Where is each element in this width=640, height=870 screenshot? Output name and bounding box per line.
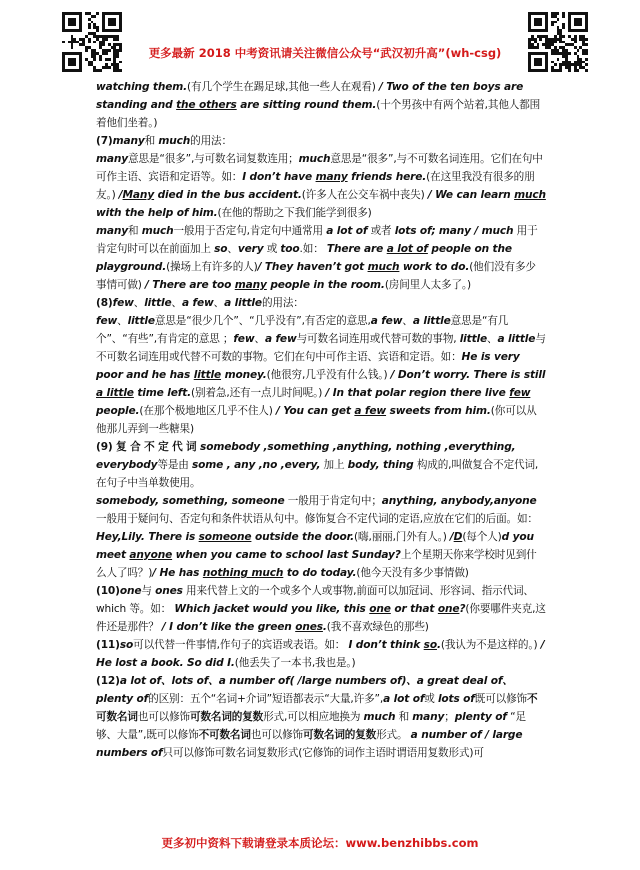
text-run: many xyxy=(96,225,129,237)
text-run: 加上 xyxy=(320,459,348,471)
text-run: little xyxy=(193,369,222,381)
text-run: one xyxy=(119,585,142,597)
text-run: (7) xyxy=(96,135,113,147)
text-run: Hey,Lily. There is xyxy=(96,531,199,543)
text-run: 、 xyxy=(171,297,182,309)
text-run: (8) xyxy=(96,297,113,309)
text-run: (在这里我没有很多的朋友。) xyxy=(96,171,535,201)
text-run: 与 xyxy=(141,585,156,597)
text-run: much xyxy=(298,153,331,165)
text-run: 也可以修饰 xyxy=(137,711,190,723)
text-run: to do today. xyxy=(283,567,357,579)
text-run: a lot of xyxy=(326,225,368,237)
text-run: a few xyxy=(181,297,214,309)
text-run: (在那个极地地区几乎不住人) xyxy=(139,405,276,417)
text-run: (10) xyxy=(96,585,120,597)
text-run: many xyxy=(315,171,348,183)
text-run: ones xyxy=(295,621,323,633)
text-run: a few xyxy=(264,333,297,345)
text-run: much xyxy=(363,711,396,723)
text-run: I don’t think xyxy=(348,639,424,651)
text-run: 和 xyxy=(144,135,159,147)
paragraph-a-lot-of xyxy=(96,672,546,762)
qr-code-right xyxy=(528,12,588,72)
text-run: 、 xyxy=(133,297,145,309)
text-run: somebody, something, someone xyxy=(96,495,285,507)
text-run: d you meet xyxy=(96,531,534,561)
text-run: (9) 复 合 不 定 代 词 xyxy=(96,441,201,453)
text-run: very xyxy=(237,243,264,255)
text-run: (操场上有许多的人) xyxy=(166,261,258,273)
text-run: There are xyxy=(326,243,387,255)
text-run: (房间里人太多了。) xyxy=(384,279,472,291)
text-run: (你要哪件夹克,这件还是那件？ xyxy=(96,603,546,633)
text-run: 的用法： xyxy=(190,135,232,147)
text-run: / I don’t like the green xyxy=(161,621,296,633)
section-heading-few-little xyxy=(96,294,546,312)
text-run: ； xyxy=(444,711,455,723)
text-run: 或者 xyxy=(367,225,395,237)
text-run: a lot of xyxy=(383,693,425,705)
paragraph-so xyxy=(96,636,546,672)
paragraph-many-much-usage xyxy=(96,222,546,294)
text-run: (他丢失了一本书,我也是。) xyxy=(234,657,356,669)
text-run: few xyxy=(509,387,531,399)
text-run: (嗨,丽丽,门外有人。) xyxy=(354,531,450,543)
text-run: 不可数名词 xyxy=(198,729,251,741)
text-run: died in the bus accident. xyxy=(154,189,302,201)
text-run: (我不喜欢绿色的那些) xyxy=(326,621,429,633)
text-run: 的区别：五个“名词+介词”短语都表示“大量,许多”, xyxy=(148,693,384,705)
text-run: a number of / large numbers of xyxy=(96,729,523,759)
text-run: 可数名词的复数 xyxy=(303,729,377,741)
text-run: many / much xyxy=(438,225,514,237)
text-run: 与可数名词连用或代替可数的事物, xyxy=(296,333,460,345)
text-run: 与不可数名词连用或代替不可数的事物。它们在句中可作主语、宾语和定语。如： xyxy=(96,333,546,363)
section-heading-compound-pronouns xyxy=(96,438,546,492)
text-run: (他很穷,几乎没有什么钱。) xyxy=(266,369,391,381)
text-run: (十个男孩中有两个站着,其他人都围着他们坐着。) xyxy=(96,99,541,129)
text-run: (有几个学生在踢足球,其他一些人在观看) xyxy=(187,81,379,93)
text-run: 可以代替一件事情,作句子的宾语或表语。如： xyxy=(133,639,349,651)
text-run: (许多人在公交车祸中丧失) xyxy=(301,189,428,201)
text-run: He is very poor and he has xyxy=(96,351,520,381)
text-run: with the help of him. xyxy=(96,207,218,219)
text-run: people on the playground. xyxy=(96,243,512,273)
text-run: I don’t have xyxy=(242,171,316,183)
text-run: 、 xyxy=(487,333,498,345)
text-run: many xyxy=(96,153,129,165)
text-run: 、 xyxy=(254,333,265,345)
text-run: little xyxy=(127,315,155,327)
text-run: (我认为不是这样的。) xyxy=(440,639,541,651)
text-run: .如： xyxy=(299,243,327,255)
qr-code-left xyxy=(62,12,122,72)
text-run: some , any ,no ,every, xyxy=(191,459,321,471)
text-run: 一般用于肯定句中； xyxy=(284,495,382,507)
text-run: lots of; xyxy=(394,225,436,237)
text-run: (12) xyxy=(96,675,120,687)
text-run: / xyxy=(118,189,123,201)
text-run: little xyxy=(144,297,172,309)
text-run: when you came to school last Sunday? xyxy=(172,549,401,561)
paragraph-others-example xyxy=(96,78,546,132)
text-run: (每个人) xyxy=(462,531,502,543)
text-run: (他们没有多少事情可做) xyxy=(96,261,536,291)
text-run: many xyxy=(412,711,445,723)
text-run: 一般用于否定句,肯定句中通常用 xyxy=(173,225,327,237)
text-run: much xyxy=(141,225,174,237)
footer-banner: 更多初中资料下载请登录本质论坛：www.benzhibbs.com xyxy=(161,836,479,850)
text-run: 形式,可以相应地换为 xyxy=(263,711,364,723)
text-run: someone xyxy=(198,531,252,543)
text-run: many xyxy=(234,279,267,291)
text-run: the others xyxy=(176,99,237,111)
text-run: a little xyxy=(224,297,262,309)
text-run: nothing much xyxy=(202,567,284,579)
text-run: “足够、大量”,既可以修饰 xyxy=(96,711,526,741)
text-run: are sitting round them. xyxy=(236,99,377,111)
text-run: 既可以修饰 xyxy=(474,693,527,705)
text-run: 构成的,叫做复合不定代词,在句子中当单数使用。 xyxy=(96,459,539,489)
text-run: 和 xyxy=(395,711,413,723)
text-run: 的用法： xyxy=(261,297,304,309)
text-run: a little xyxy=(412,315,451,327)
text-run: 或 xyxy=(263,243,281,255)
text-run: (11) xyxy=(96,639,120,651)
document-body xyxy=(96,78,546,762)
text-run: one xyxy=(369,603,391,615)
text-run: little xyxy=(459,333,488,345)
text-run: so xyxy=(423,639,437,651)
text-run: 一般用于疑问句、否定句和条件状语从句中。修饰复合不定代词的定语,应放在它们的后面。如： xyxy=(96,513,538,525)
text-run: / xyxy=(449,531,454,543)
text-run: plenty of xyxy=(454,711,507,723)
text-run: 意思是“很少几个”、“几乎没有”,有否定的意思, xyxy=(154,315,371,327)
text-run: few xyxy=(112,297,134,309)
text-run: watching them. xyxy=(96,81,188,93)
text-run: 不可数名词 xyxy=(96,693,538,723)
text-run: ? xyxy=(459,603,466,615)
paragraph-compound-pronouns xyxy=(96,492,546,582)
text-run: a little xyxy=(96,387,134,399)
text-run: time left. xyxy=(133,387,192,399)
text-run: . xyxy=(322,621,327,633)
text-run: 形式。 xyxy=(376,729,411,741)
text-run: outside the door. xyxy=(251,531,355,543)
text-run: 等是由 xyxy=(157,459,192,471)
text-run: 只可以修饰可数名词复数形式(它修饰的词作主语时谓语用复数形式)可 xyxy=(162,747,484,759)
text-run: / You can get xyxy=(275,405,355,417)
text-run: money. xyxy=(221,369,267,381)
text-run: one xyxy=(437,603,460,615)
text-run: 意思是“很多”,与可数名词复数连用； xyxy=(128,153,299,165)
text-run: lots of xyxy=(437,693,475,705)
text-run: 、 xyxy=(117,315,128,327)
text-run: people in the room. xyxy=(266,279,385,291)
paragraph-few-little xyxy=(96,312,546,438)
text-run: (在他的帮助之下我们能学到很多) xyxy=(217,207,372,219)
text-run: / He has xyxy=(152,567,203,579)
header-banner: 更多最新 2018 中考资讯请关注微信公众号“武汉初升高”(wh-csg) xyxy=(148,46,502,60)
text-run: much xyxy=(367,261,400,273)
text-run: much xyxy=(158,135,191,147)
text-run: work to do. xyxy=(399,261,470,273)
text-run: D xyxy=(453,531,463,543)
text-run: / They haven’t got xyxy=(257,261,368,273)
text-run: / There are too xyxy=(144,279,235,291)
text-run: so xyxy=(119,639,134,651)
text-run: 可数名词的复数 xyxy=(190,711,264,723)
text-run: / Two of the ten boys are standing and xyxy=(96,81,524,111)
text-run: a lot of xyxy=(386,243,428,255)
text-run: / Don’t worry. There is still xyxy=(390,369,546,381)
text-run: anything, anybody,anyone xyxy=(381,495,537,507)
text-run: 、 xyxy=(227,243,238,255)
text-run: friends here. xyxy=(347,171,427,183)
text-run: / In that polar region there live xyxy=(325,387,510,399)
paragraph-one-ones xyxy=(96,582,546,636)
text-run: (别着急,还有一点儿时间呢。) xyxy=(191,387,326,399)
text-run: sweets from him. xyxy=(386,405,491,417)
text-run: or that xyxy=(390,603,438,615)
text-run: many xyxy=(112,135,145,147)
text-run: 或 xyxy=(424,693,438,705)
text-run: (他今天没有多少事情做) xyxy=(356,567,469,579)
text-run: / He lost a book. So did I. xyxy=(96,639,545,669)
text-run: few xyxy=(96,315,118,327)
text-run: (你可以从他那儿弄到一些糖果) xyxy=(96,405,537,435)
text-run: a few xyxy=(370,315,403,327)
text-run: / We can learn xyxy=(427,189,515,201)
text-run: a little xyxy=(497,333,536,345)
text-run: Which jacket would you like, this xyxy=(174,603,370,615)
text-run: . xyxy=(436,639,441,651)
text-run: 和 xyxy=(128,225,142,237)
text-run: too xyxy=(280,243,300,255)
text-run: 用于肯定句时可以在前面加上 xyxy=(96,225,538,255)
text-run: so xyxy=(214,243,228,255)
paragraph-many-much-meaning xyxy=(96,150,546,222)
text-run: 上个星期天你来学校时见到什么人了吗？) xyxy=(96,549,537,579)
text-run: a lot of、lots of、a number of( /large numbers of)、a great deal of、plenty of xyxy=(96,675,513,705)
text-run: much xyxy=(514,189,546,201)
text-run: somebody ,something ,anything, nothing ,everything, everybody xyxy=(96,441,516,471)
text-run: a few xyxy=(354,405,387,417)
text-run: 也可以修饰 xyxy=(250,729,303,741)
text-run: 、 xyxy=(213,297,225,309)
text-run: 意思是“有几个”、“有些”,有肯定的意思 ； xyxy=(96,315,509,345)
text-run: 意思是“很多”,与不可数名词连用。它们在句中可作主语、宾语和定语等。如： xyxy=(96,153,543,183)
section-heading-many-much xyxy=(96,132,546,150)
text-run: body, thing xyxy=(347,459,414,471)
text-run: people. xyxy=(96,405,140,417)
text-run: few xyxy=(233,333,255,345)
text-run: 、 xyxy=(402,315,413,327)
text-run: ones xyxy=(155,585,183,597)
text-run: 用来代替上文的一个或多个人或事物,前面可以加冠词、形容词、指示代词、which 等。如： xyxy=(96,585,534,615)
text-run: Many xyxy=(122,189,155,201)
text-run: anyone xyxy=(129,549,173,561)
